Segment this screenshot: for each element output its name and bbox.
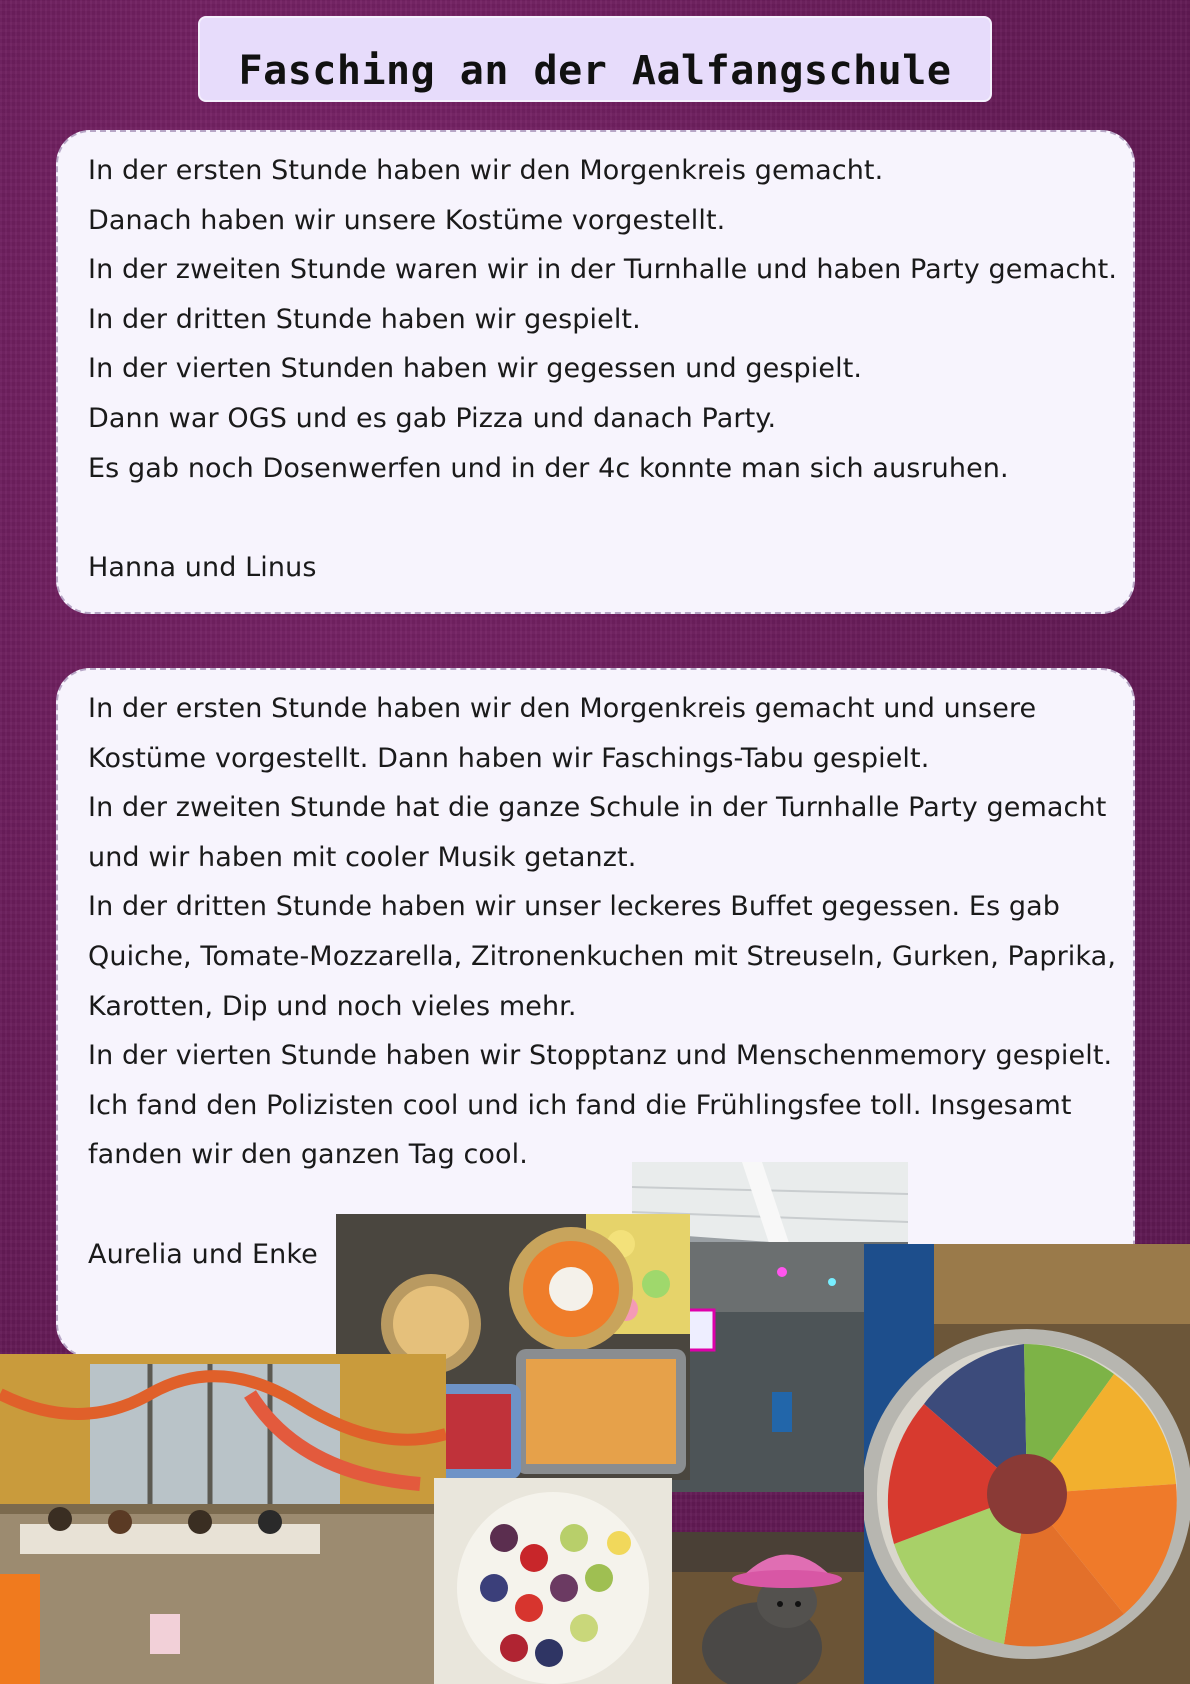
fruit-skewers-photo bbox=[434, 1478, 672, 1684]
report2-line: und wir haben mit cooler Musik getanzt. bbox=[88, 841, 637, 873]
report1-line: In der vierten Stunden haben wir gegessen und gespielt. bbox=[88, 353, 863, 385]
report1-line: In der dritten Stunde haben wir gespielt. bbox=[88, 303, 641, 335]
page-title: Fasching an der Aalfangschule bbox=[238, 48, 952, 94]
report1-line: In der ersten Stunde haben wir den Morgenkreis gemacht. bbox=[88, 155, 884, 186]
report1-line: Danach haben wir unsere Kostüme vorgestellt. bbox=[88, 204, 726, 236]
plush-photo bbox=[672, 1532, 864, 1684]
report1-authors: Hanna und Linus bbox=[88, 551, 317, 583]
report2-line: Ich fand den Polizisten cool und ich fand die Frühlingsfee toll. Insgesamt bbox=[88, 1089, 1072, 1121]
report1-line: Dann war OGS und es gab Pizza und danach Party. bbox=[88, 402, 777, 434]
report2-line: In der zweiten Stunde hat die ganze Schule in der Turnhalle Party gemacht bbox=[88, 792, 1107, 824]
classroom-photo bbox=[0, 1354, 446, 1684]
report2-line: fanden wir den ganzen Tag cool. bbox=[88, 1139, 528, 1171]
report2-line: Kostüme vorgestellt. Dann haben wir Faschings-Tabu gespielt. bbox=[88, 742, 930, 774]
report-card-1 bbox=[56, 130, 1135, 614]
report1-line: Es gab noch Dosenwerfen und in der 4c konnte man sich ausruhen. bbox=[88, 452, 1009, 484]
report2-line: In der vierten Stunde haben wir Stopptanz und Menschenmemory gespielt. bbox=[88, 1040, 1113, 1072]
blank-line bbox=[88, 493, 1105, 543]
report2-authors: Aurelia und Enke bbox=[88, 1238, 318, 1270]
title-box bbox=[198, 16, 992, 102]
report2-line: In der ersten Stunde haben wir den Morgenkreis gemacht und unsere bbox=[88, 693, 1037, 724]
fruit-platter-photo bbox=[864, 1244, 1190, 1684]
report2-line: Quiche, Tomate-Mozzarella, Zitronenkuchen mit Streuseln, Gurken, Paprika, bbox=[88, 940, 1116, 972]
report1-line: In der zweiten Stunde waren wir in der Turnhalle und haben Party gemacht. bbox=[88, 254, 1118, 286]
report2-line: Karotten, Dip und noch vieles mehr. bbox=[88, 990, 577, 1022]
report2-line: In der dritten Stunde haben wir unser leckeres Buffet gegessen. Es gab bbox=[88, 891, 1061, 923]
